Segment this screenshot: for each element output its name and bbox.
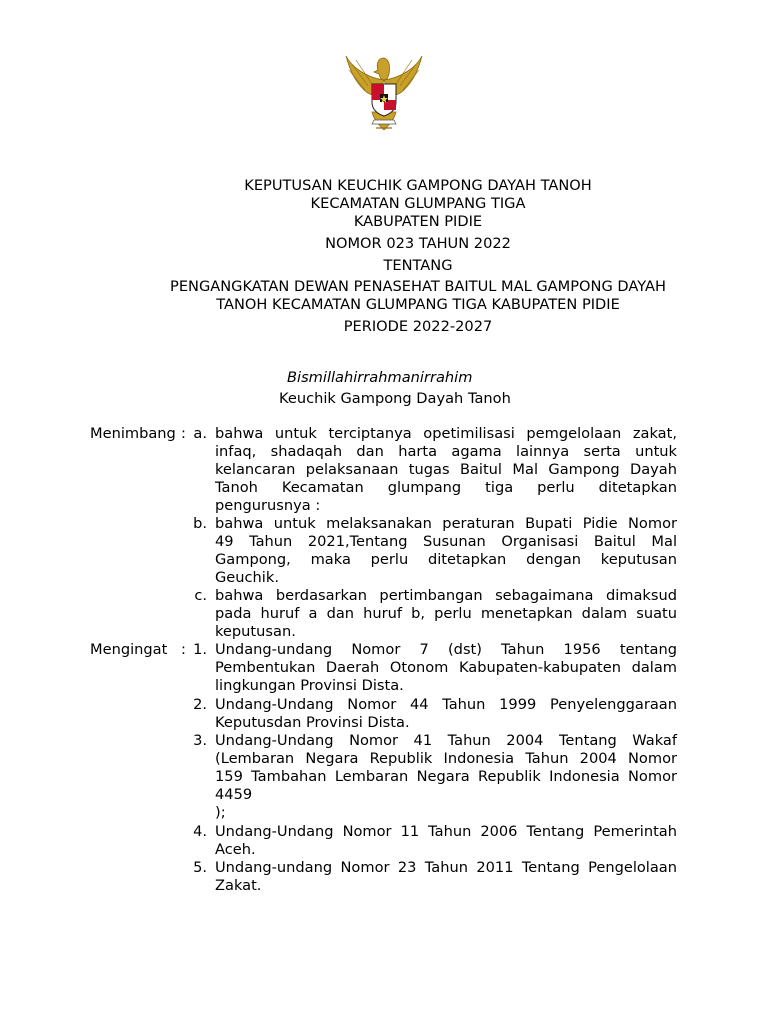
- text-line: Geuchik.: [215, 569, 279, 586]
- mengingat-item-marker: 3.: [193, 732, 207, 749]
- text-line: bahwa berdasarkan pertimbangan sebagaimana dimaksud: [215, 587, 677, 604]
- text-line: Undang-Undang Nomor 44 Tahun 1999 Penyelenggaraan: [215, 696, 677, 713]
- mengingat-item-marker: 5.: [193, 859, 207, 876]
- mengingat-colon: :: [181, 641, 186, 658]
- text-line: Undang-undang Nomor 23 Tahun 2011 Tentang Pengelolaan: [215, 859, 677, 876]
- menimbang-item-marker: b.: [193, 515, 207, 532]
- text-line: keputusan.: [215, 623, 296, 640]
- mengingat-item-marker: 1.: [193, 641, 207, 658]
- mengingat-item-2: [215, 696, 677, 732]
- text-line: 4459: [215, 786, 253, 803]
- text-line: bahwa untuk terciptanya opetimilisasi pemgelolaan zakat,: [215, 425, 677, 442]
- text-line: 159 Tambahan Lembaran Negara Republik Indonesia Nomor: [215, 768, 677, 785]
- menimbang-item-marker: a.: [193, 425, 207, 442]
- decree-number: NOMOR 023 TAHUN 2022: [325, 235, 511, 252]
- text-line: Undang-Undang Nomor 41 Tahun 2004 Tentang Wakaf: [215, 732, 677, 749]
- text-line: lingkungan Provinsi Dista.: [215, 677, 404, 694]
- text-line: pengurusnya :: [215, 497, 321, 514]
- text-line: Keputusdan Provinsi Dista.: [215, 714, 410, 731]
- mengingat-label: Mengingat: [90, 641, 168, 658]
- mengingat-item-1: [215, 641, 677, 695]
- menimbang-item-c: [215, 587, 677, 641]
- text-line: 49 Tahun 2021,Tentang Susunan Organisasi Baitul Mal: [215, 533, 677, 550]
- mengingat-item-3: [215, 732, 677, 822]
- text-line: bahwa untuk melaksanakan peraturan Bupati Pidie Nomor: [215, 515, 677, 532]
- decree-period: PERIODE 2022-2027: [343, 318, 493, 335]
- menimbang-item-b: [215, 515, 677, 587]
- mengingat-item-marker: 4.: [193, 823, 207, 840]
- menimbang-label: Menimbang: [90, 425, 176, 442]
- text-line: pada huruf a dan huruf b, perlu menetapkan dalam suatu: [215, 605, 677, 622]
- text-line: );: [215, 804, 226, 821]
- text-line: Tanoh Kecamatan glumpang tiga perlu ditetapkan: [215, 479, 677, 496]
- text-line: Undang-undang Nomor 7 (dst) Tahun 1956 tentang: [215, 641, 677, 658]
- bismillah: Bismillahirrahmanirrahim: [287, 369, 473, 386]
- text-line: Aceh.: [215, 841, 256, 858]
- decree-tentang: TENTANG: [383, 257, 453, 274]
- text-line: kelancaran pelaksanaan tugas Baitul Mal Gampong Dayah: [215, 461, 677, 478]
- menimbang-colon: :: [181, 425, 186, 442]
- text-line: infaq, shadaqah dan harta agama lainnya serta untuk: [215, 443, 677, 460]
- menimbang-item-a: [215, 425, 677, 515]
- text-line: Gampong, maka perlu ditetapkan dengan keputusan: [215, 551, 677, 568]
- text-line: Undang-Undang Nomor 11 Tahun 2006 Tentang Pemerintah: [215, 823, 677, 840]
- menimbang-item-marker: c.: [194, 587, 207, 604]
- decree-subject-line-1: PENGANGKATAN DEWAN PENASEHAT BAITUL MAL GAMPONG DAYAH: [170, 278, 666, 295]
- text-line: (Lembaran Negara Republik Indonesia Tahun 2004 Nomor: [215, 750, 677, 767]
- text-line: Pembentukan Daerah Otonom Kabupaten-kabupaten dalam: [215, 659, 677, 676]
- issuer: Keuchik Gampong Dayah Tanoh: [279, 390, 511, 407]
- garuda-emblem: [338, 50, 430, 134]
- decree-title-line-1: KEPUTUSAN KEUCHIK GAMPONG DAYAH TANOH: [244, 177, 592, 194]
- decree-title-line-2: KECAMATAN GLUMPANG TIGA: [310, 195, 526, 212]
- decree-title-line-3: KABUPATEN PIDIE: [353, 213, 483, 230]
- mengingat-item-marker: 2.: [193, 696, 207, 713]
- text-line: Zakat.: [215, 877, 262, 894]
- decree-subject-line-2: TANOH KECAMATAN GLUMPANG TIGA KABUPATEN PIDIE: [216, 296, 620, 313]
- mengingat-item-5: [215, 859, 677, 895]
- mengingat-item-4: [215, 823, 677, 859]
